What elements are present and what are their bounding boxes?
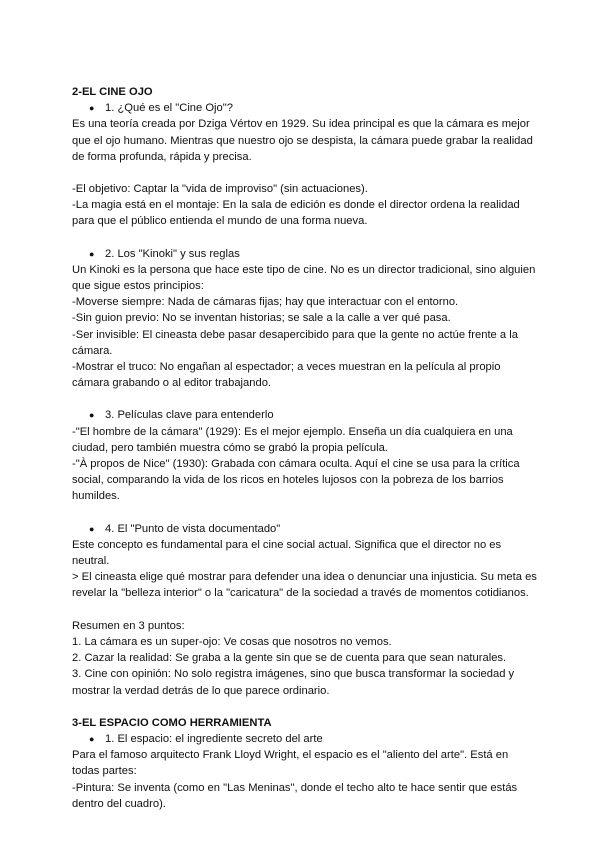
- blank-line: [72, 505, 538, 521]
- bullet-label: 2. Los "Kinoki" y sus reglas: [105, 247, 240, 260]
- blank-line: [72, 165, 538, 181]
- paragraph: -"À propos de Nice" (1930): Grabada con cámara oculta. Aquí el cine se usa para la crítica social, comparando la vida de los ricos en hoteles lujosos con la pobreza de los barrios humildes.: [72, 458, 520, 503]
- paragraph: Un Kinoki es la persona que hace este tipo de cine. No es un director tradicional, sino alguien que sigue estos principios:: [72, 263, 536, 293]
- paragraph: -Sin guion previo: No se inventan historias; se sale a la calle a ver qué pasa.: [72, 312, 451, 325]
- bullet-que-es: [72, 100, 538, 116]
- bullet-espacio: [72, 731, 538, 747]
- bullet-label: 1. El espacio: el ingrediente secreto del arte: [105, 732, 323, 745]
- bullet-label: 4. El "Punto de vista documentado": [105, 522, 281, 535]
- blank-line: [72, 391, 538, 407]
- bullet-label: 3. Películas clave para entenderlo: [105, 409, 274, 422]
- blank-line: [72, 602, 538, 618]
- summary-title: Resumen en 3 puntos:: [72, 619, 185, 632]
- section-heading-cine-ojo: 2-EL CINE OJO: [72, 86, 153, 98]
- paragraph: -Pintura: Se inventa (como en "Las Meninas", donde el techo alto te hace sentir que estás dentro del cuadro).: [72, 781, 518, 810]
- paragraph: -La magia está en el montaje: En la sala de edición es donde el director ordena la realidad para que el público entienda el mundo de una forma nueva.: [72, 199, 520, 228]
- paragraph: Para el famoso arquitecto Frank Lloyd Wright, el espacio es el "aliento del arte". Está en todas partes:: [72, 749, 509, 778]
- paragraph: Es una teoría creada por Dziga Vértov en 1929. Su idea principal es que la cámara es mejor que el ojo humano. Mientras que nuestro ojo se despista, la cámara puede grabar la realidad de forma profunda, rápida y precisa.: [72, 118, 533, 163]
- paragraph: Este concepto es fundamental para el cine social actual. Significa que el director no es neutral.: [72, 538, 502, 568]
- paragraph: -Mostrar el truco: No engañan al espectador; a veces muestran en la película al propio cámara grabando o al editor trabajando.: [72, 361, 501, 390]
- bullet-kinoki: [72, 246, 538, 262]
- document-page: [72, 84, 538, 812]
- bullet-punto-de-vista: [72, 521, 538, 537]
- bullet-dot-icon: ●: [89, 523, 95, 534]
- paragraph: -Moverse siempre: Nada de cámaras fijas; hay que interactuar con el entorno.: [72, 296, 459, 309]
- paragraph: > El cineasta elige qué mostrar para defender una idea o denunciar una injusticia. Su meta es revelar la "belleza interior" o la "caricatura" de la sociedad a través de momentos cotidianos.: [72, 571, 537, 600]
- bullet-dot-icon: ●: [89, 248, 95, 259]
- summary-item: 3. Cine con opinión: No solo registra imágenes, sino que busca transformar la sociedad y mostrar la verdad detrás de lo que parece ordinario.: [72, 668, 515, 697]
- bullet-dot-icon: ●: [89, 733, 95, 744]
- summary-item: 2. Cazar la realidad: Se graba a la gente sin que se de cuenta para que sean naturales.: [72, 652, 507, 665]
- paragraph: -El objetivo: Captar la "vida de improviso" (sin actuaciones).: [72, 183, 368, 196]
- blank-line: [72, 230, 538, 246]
- blank-line: [72, 699, 538, 715]
- bullet-label: 1. ¿Qué es el "Cine Ojo"?: [105, 102, 233, 115]
- section-heading-espacio: 3-EL ESPACIO COMO HERRAMIENTA: [72, 716, 272, 729]
- summary-item: 1. La cámara es un super-ojo: Ve cosas que nosotros no vemos.: [72, 635, 392, 648]
- paragraph: -Ser invisible: El cineasta debe pasar desapercibido para que la gente no actúe frente a la cámara.: [72, 328, 518, 357]
- bullet-peliculas: [72, 407, 538, 423]
- bullet-dot-icon: ●: [89, 103, 95, 114]
- bullet-dot-icon: ●: [89, 410, 95, 421]
- paragraph: -"El hombre de la cámara" (1929): Es el mejor ejemplo. Enseña un día cualquiera en una ciudad, pero también muestra cómo se grabó la propia película.: [72, 425, 513, 454]
